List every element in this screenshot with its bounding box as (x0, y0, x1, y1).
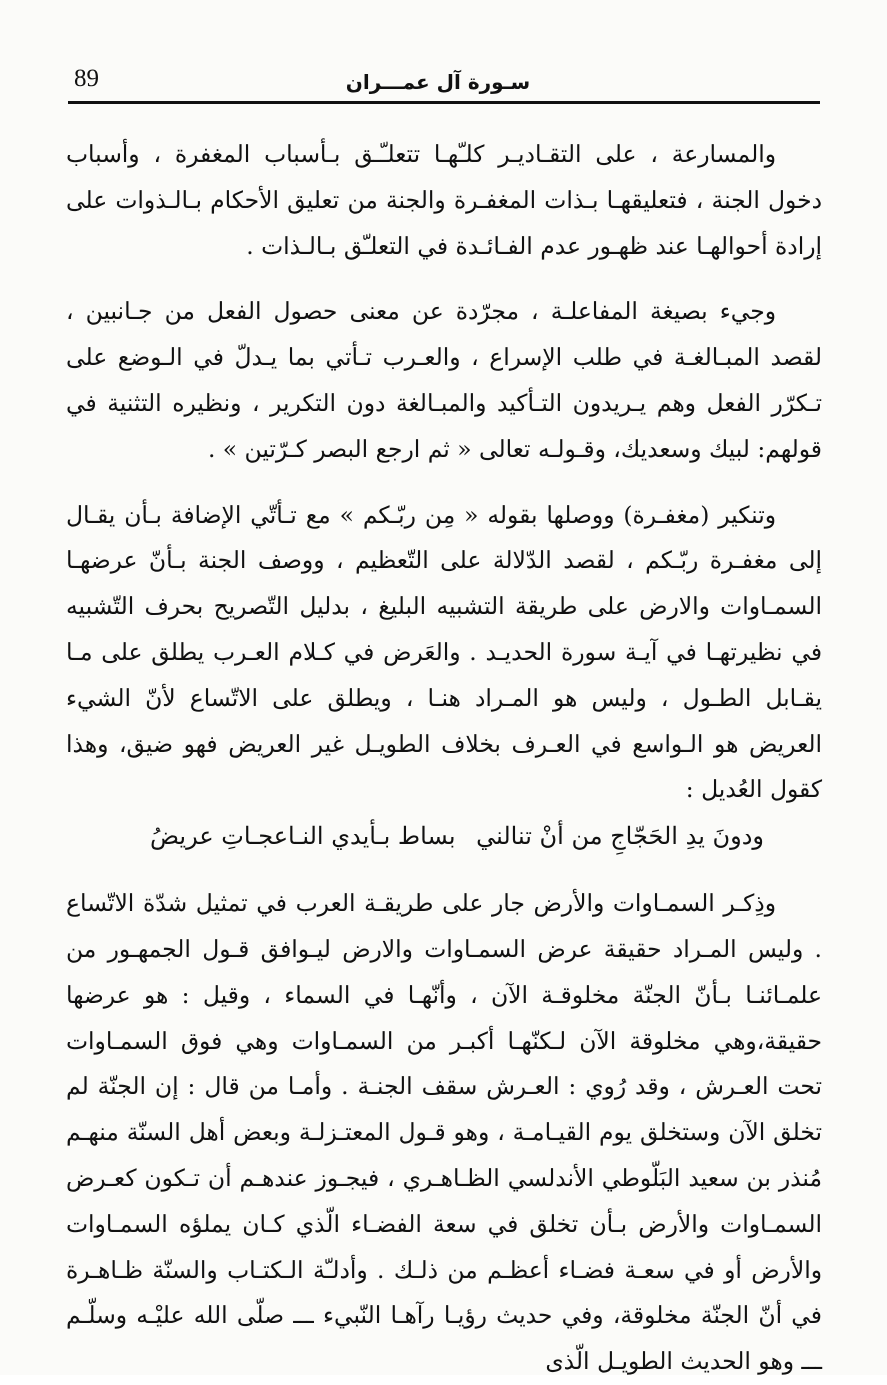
page-header (68, 60, 820, 104)
page-body (66, 132, 822, 1385)
verse-second-hemistich: بساط بـأيدي النـاعجـاتِ عريضُ (150, 822, 456, 851)
paragraph-4: وذِكـر السمـاوات والأرض جار على طريقـة العرب في تمثيل شدّة الاتّساع . وليس المـراد حقيقة عرض السمـاوات والارض ليـوافق قـول الجمهـور من علمـائنـا بـأنّ الجنّة مخلوقـة الآن ، وأنّهـا في السماء ، وقيل : هو عرضها حقيقة،وهي مخلوقة الآن لـكنّهـا أكبـر من السمـاوات وهي فوق السمـاوات تحت العـرش ، وقد رُوي : العـرش سقف الجنـة . وأمـا من قال : إن الجنّة لم تخلق الآن وستخلق يوم القيـامـة ، وهو قـول المعتـزلـة وبعض أهل السنّة منهـم مُنذر بن سعيد البَلّوطي الأندلسي الظـاهـري ، فيجـوز عندهـم أن تـكون كعـرض السمـاوات والأرض بـأن تخلق في سعة الفضـاء الّذي كـان يملؤه السمـاوات والأرض أو في سعـة فضـاء أعظـم من ذلـك . وأدلـّة الـكتـاب والسنّة ظـاهـرة في أنّ الجنّة مخلوقة، وفي حديث رؤيـا رآهـا النّبيء ـــ صلّى الله عليْـه وسلّـم ـــ وهو الحديث الطويـل الّذى (66, 889, 822, 1376)
poetry-verse (66, 813, 822, 859)
surah-title: سـورة آل عمـــران (345, 70, 531, 94)
header-divider (68, 101, 820, 104)
paragraph-2: وجيء بصيغة المفاعلـة ، مجرّدة عن معنى حصول الفعل من جـانبين ، لقصد المبـالغـة في طلب الإسراع ، والعـرب تـأتي بما يـدلّ في الـوضع على تـكرّر الفعل وهم يـريدون التـأكيد والمبـالغة دون التكرير ، ونظيره التثنية في قولهم: لبيك وسعديك، وقـولـه تعالى « ثم ارجع البصر كـرّتين » . (66, 297, 822, 463)
paragraph-1: والمسارعة ، على التقـاديـر كلـّهـا تتعلـّـق بـأسباب المغفرة ، وأسباب دخول الجنة ، فتعليقهـا بـذات المغفـرة والجنة من تعليق الأحكام بـالـذوات على إرادة أحوالهـا عند ظهـور عدم الفـائـدة في التعلـّق بـالـذات . (66, 140, 823, 260)
page-number: 89 (74, 65, 99, 92)
paragraph-3: وتنكير (مغفـرة) ووصلها بقوله « مِن ربّـكم » مع تـأتّي الإضافة بـأن يقـال إلى مغفـرة ربّـكم ، لقصد الدّلالة على التّعظيم ، ووصف الجنة بـأنّ عرضهـا السمـاوات والارض على طريقة التشبيه البليغ ، بدليل التّصريح بحرف التّشبيه في نظيرتهـا في آيـة سورة الحديـد . والعَرض في كـلام العـرب يطلق على مـا يقـابل الطـول ، وليس هو المـراد هنـا ، ويطلق على الاتّساع لأنّ الشيء العريض هو الـواسع في العـرف بخلاف الطويـل غير العريض فهو ضيق، وهذا كقول العُديل : (66, 500, 822, 804)
verse-first-hemistich: ودونَ يدِ الحَجّاجِ من أنْ تنالني (476, 822, 764, 851)
